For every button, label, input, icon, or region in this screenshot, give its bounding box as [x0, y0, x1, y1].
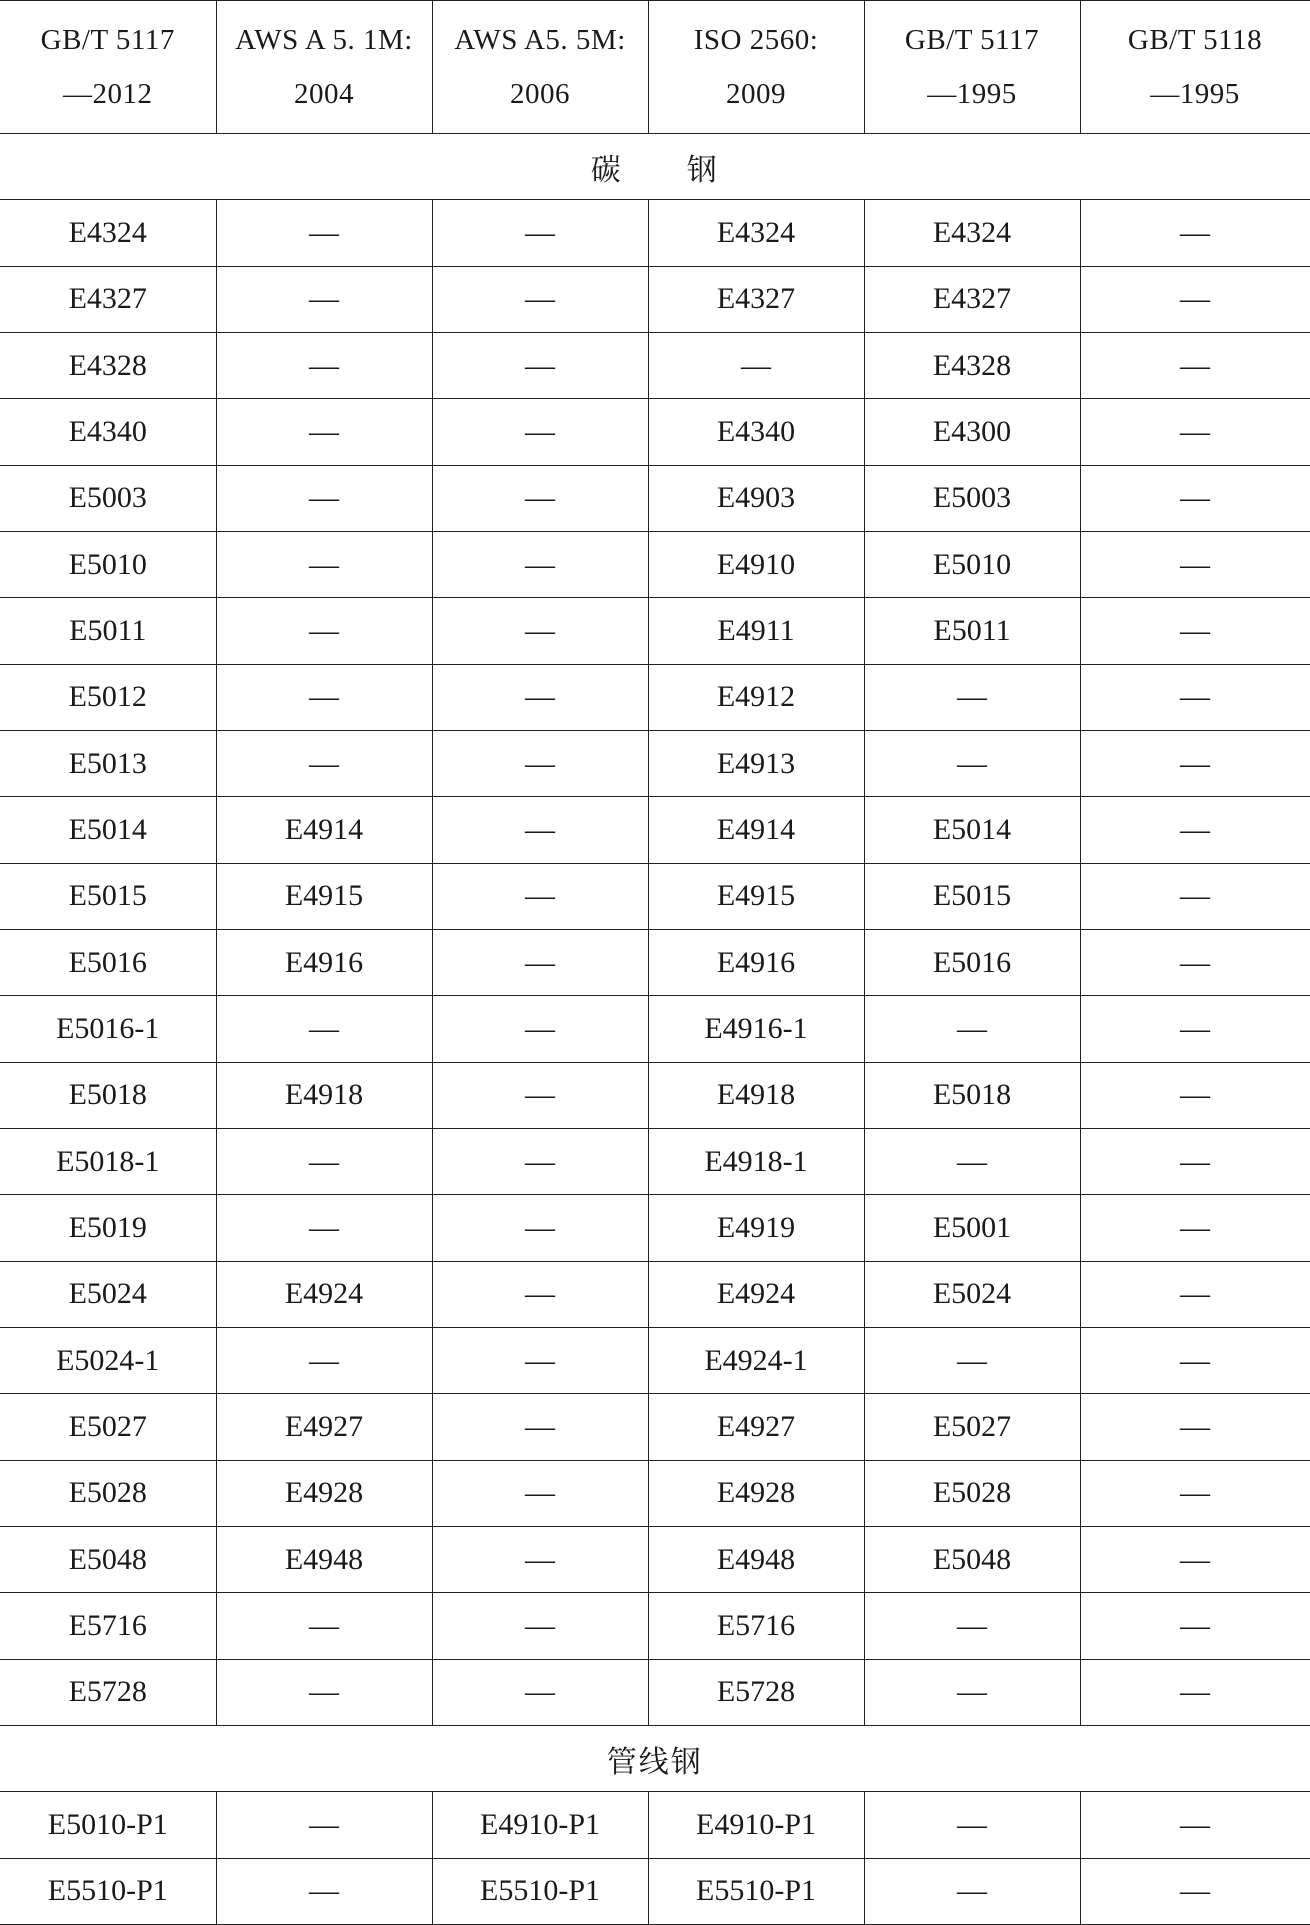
- table-cell: —: [864, 1593, 1080, 1659]
- table-cell: E5048: [864, 1526, 1080, 1592]
- table-cell: E5024-1: [0, 1327, 216, 1393]
- table-cell: —: [1080, 1526, 1310, 1592]
- table-row: [0, 797, 1310, 863]
- column-header-line: GB/T 5117: [40, 24, 175, 56]
- table-cell: —: [864, 1792, 1080, 1858]
- table-cell: E4300: [864, 399, 1080, 465]
- table-cell: E5014: [0, 797, 216, 863]
- table-cell: E4327: [648, 266, 864, 332]
- table-cell: E4918: [216, 1062, 432, 1128]
- table-cell: E4918-1: [648, 1128, 864, 1194]
- table-cell: E4919: [648, 1195, 864, 1261]
- table-cell: E4327: [864, 266, 1080, 332]
- table-row: [0, 1128, 1310, 1194]
- table-cell: E4910-P1: [648, 1792, 864, 1858]
- section-row: [0, 134, 1310, 200]
- table-cell: E5027: [864, 1394, 1080, 1460]
- column-header: [0, 1, 216, 134]
- table-row: [0, 266, 1310, 332]
- table-cell: —: [432, 863, 648, 929]
- table-cell: —: [1080, 399, 1310, 465]
- table-cell: —: [1080, 1460, 1310, 1526]
- table-cell: E5011: [0, 598, 216, 664]
- table-cell: E5027: [0, 1394, 216, 1460]
- table-cell: E4340: [648, 399, 864, 465]
- table-row: [0, 730, 1310, 796]
- table-cell: —: [1080, 1792, 1310, 1858]
- table-cell: —: [432, 200, 648, 266]
- column-header-line: GB/T 5118: [1127, 24, 1263, 56]
- table-cell: —: [1080, 465, 1310, 531]
- table-cell: —: [432, 399, 648, 465]
- table-cell: —: [1080, 1327, 1310, 1393]
- table-cell: —: [216, 399, 432, 465]
- table-cell: E5728: [648, 1659, 864, 1725]
- table-cell: E4910-P1: [432, 1792, 648, 1858]
- table-cell: E5510-P1: [432, 1858, 648, 1924]
- table-cell: E4340: [0, 399, 216, 465]
- table-cell: —: [1080, 1659, 1310, 1725]
- table-cell: —: [1080, 531, 1310, 597]
- column-header-line: AWS A 5. 1M:: [235, 24, 413, 56]
- table-cell: —: [1080, 200, 1310, 266]
- table-cell: E5003: [0, 465, 216, 531]
- table-row: [0, 1327, 1310, 1393]
- table-cell: —: [1080, 1394, 1310, 1460]
- table-cell: E5018: [864, 1062, 1080, 1128]
- table-cell: —: [1080, 1128, 1310, 1194]
- column-header-line: —2012: [63, 78, 153, 110]
- table-cell: E5013: [0, 730, 216, 796]
- table-cell: —: [864, 664, 1080, 730]
- table-cell: —: [432, 730, 648, 796]
- table-row: [0, 929, 1310, 995]
- table-cell: E5019: [0, 1195, 216, 1261]
- table-cell: E4924: [216, 1261, 432, 1327]
- column-header-line: 2004: [294, 78, 354, 110]
- table-cell: —: [216, 1792, 432, 1858]
- table-cell: E4328: [864, 332, 1080, 398]
- table-cell: E4324: [864, 200, 1080, 266]
- table-cell: E5012: [0, 664, 216, 730]
- table-cell: E4928: [216, 1460, 432, 1526]
- table-cell: —: [216, 730, 432, 796]
- table-cell: —: [1080, 266, 1310, 332]
- section-title: 管线钢: [0, 1725, 1310, 1791]
- table-cell: —: [216, 1858, 432, 1924]
- column-header-line: AWS A5. 5M:: [454, 24, 626, 56]
- column-header-line: ISO 2560:: [693, 24, 819, 56]
- table-cell: E4924-1: [648, 1327, 864, 1393]
- table-cell: —: [216, 200, 432, 266]
- column-header-line: —1995: [927, 78, 1017, 110]
- table-cell: —: [432, 664, 648, 730]
- table-cell: —: [1080, 1195, 1310, 1261]
- table-cell: —: [432, 1062, 648, 1128]
- table-cell: E4911: [648, 598, 864, 664]
- table-cell: —: [432, 465, 648, 531]
- table-cell: —: [1080, 1062, 1310, 1128]
- table-cell: E4928: [648, 1460, 864, 1526]
- table-cell: E4914: [648, 797, 864, 863]
- section-row: [0, 1725, 1310, 1791]
- table-row: [0, 531, 1310, 597]
- table-cell: E4327: [0, 266, 216, 332]
- table-cell: E4903: [648, 465, 864, 531]
- table-header: [0, 1, 1310, 134]
- column-header: [432, 1, 648, 134]
- table-cell: E4916: [216, 929, 432, 995]
- table-cell: E4913: [648, 730, 864, 796]
- table-row: [0, 996, 1310, 1062]
- table-row: [0, 1394, 1310, 1460]
- table-cell: —: [864, 730, 1080, 796]
- table-row: [0, 1261, 1310, 1327]
- table-cell: E4948: [216, 1526, 432, 1592]
- header-row: [0, 1, 1310, 134]
- table-cell: —: [216, 1195, 432, 1261]
- table-cell: —: [1080, 664, 1310, 730]
- table-cell: —: [432, 1327, 648, 1393]
- table-cell: —: [216, 664, 432, 730]
- table-cell: —: [216, 598, 432, 664]
- table-cell: —: [432, 332, 648, 398]
- table-cell: —: [216, 332, 432, 398]
- column-header: [648, 1, 864, 134]
- table-row: [0, 1659, 1310, 1725]
- table-cell: —: [432, 1394, 648, 1460]
- table-cell: E4918: [648, 1062, 864, 1128]
- table-row: [0, 1195, 1310, 1261]
- table-cell: —: [864, 1327, 1080, 1393]
- table-cell: E5716: [0, 1593, 216, 1659]
- column-header: [864, 1, 1080, 134]
- table-cell: —: [432, 531, 648, 597]
- table-cell: —: [648, 332, 864, 398]
- table-cell: —: [216, 1327, 432, 1393]
- column-header: [1080, 1, 1310, 134]
- table-cell: —: [864, 1128, 1080, 1194]
- table-row: [0, 863, 1310, 929]
- table-cell: E5001: [864, 1195, 1080, 1261]
- table-row: [0, 664, 1310, 730]
- table-cell: E5028: [0, 1460, 216, 1526]
- table-cell: —: [432, 1659, 648, 1725]
- column-header-line: GB/T 5117: [904, 24, 1040, 56]
- table-cell: E5010: [864, 531, 1080, 597]
- table-cell: —: [1080, 1261, 1310, 1327]
- table-cell: E5024: [864, 1261, 1080, 1327]
- column-header-line: —1995: [1150, 78, 1240, 110]
- table-row: [0, 332, 1310, 398]
- column-header: [216, 1, 432, 134]
- column-header-line: 2006: [510, 78, 570, 110]
- table-cell: —: [216, 465, 432, 531]
- table-cell: E5728: [0, 1659, 216, 1725]
- table-cell: E4324: [0, 200, 216, 266]
- table-cell: —: [432, 1195, 648, 1261]
- table-cell: E4916: [648, 929, 864, 995]
- table-cell: E5716: [648, 1593, 864, 1659]
- table-cell: E5010: [0, 531, 216, 597]
- table-cell: —: [1080, 1858, 1310, 1924]
- table-cell: E4910: [648, 531, 864, 597]
- table-cell: —: [1080, 1593, 1310, 1659]
- table-row: [0, 1593, 1310, 1659]
- table-row: [0, 1526, 1310, 1592]
- table-cell: —: [216, 996, 432, 1062]
- table-cell: E5018-1: [0, 1128, 216, 1194]
- table-cell: E5011: [864, 598, 1080, 664]
- table-row: [0, 1792, 1310, 1858]
- table-cell: —: [216, 266, 432, 332]
- table-cell: —: [864, 1858, 1080, 1924]
- table-cell: —: [216, 1659, 432, 1725]
- table-cell: —: [1080, 863, 1310, 929]
- table-cell: E4927: [216, 1394, 432, 1460]
- table-cell: —: [1080, 996, 1310, 1062]
- table-row: [0, 465, 1310, 531]
- table-cell: E5024: [0, 1261, 216, 1327]
- table-body: [0, 134, 1310, 1925]
- table-row: [0, 1062, 1310, 1128]
- table-cell: —: [432, 266, 648, 332]
- table-cell: E5010-P1: [0, 1792, 216, 1858]
- table-cell: E5510-P1: [0, 1858, 216, 1924]
- table-cell: E5028: [864, 1460, 1080, 1526]
- table-cell: E5016-1: [0, 996, 216, 1062]
- table-cell: E5015: [864, 863, 1080, 929]
- table-cell: E5510-P1: [648, 1858, 864, 1924]
- table-cell: E5048: [0, 1526, 216, 1592]
- table-row: [0, 1858, 1310, 1924]
- column-header-line: 2009: [726, 78, 786, 110]
- table-cell: E5003: [864, 465, 1080, 531]
- table-row: [0, 598, 1310, 664]
- table-cell: —: [216, 1128, 432, 1194]
- table-cell: E4916-1: [648, 996, 864, 1062]
- table-cell: E4915: [648, 863, 864, 929]
- table-cell: —: [432, 1261, 648, 1327]
- table-cell: E4912: [648, 664, 864, 730]
- table-cell: —: [216, 1593, 432, 1659]
- table-row: [0, 1460, 1310, 1526]
- table-cell: —: [1080, 797, 1310, 863]
- table-cell: —: [432, 1460, 648, 1526]
- table-cell: —: [1080, 730, 1310, 796]
- table-cell: E4948: [648, 1526, 864, 1592]
- table-cell: —: [864, 1659, 1080, 1725]
- table-cell: —: [432, 996, 648, 1062]
- table-cell: E5015: [0, 863, 216, 929]
- table-cell: —: [432, 1526, 648, 1592]
- table-cell: —: [1080, 598, 1310, 664]
- table-cell: E4927: [648, 1394, 864, 1460]
- table-cell: —: [432, 598, 648, 664]
- table-cell: —: [864, 996, 1080, 1062]
- table-row: [0, 399, 1310, 465]
- table-cell: E5014: [864, 797, 1080, 863]
- table-cell: —: [432, 929, 648, 995]
- table-cell: —: [432, 797, 648, 863]
- table-cell: E4924: [648, 1261, 864, 1327]
- table-cell: —: [432, 1128, 648, 1194]
- table-cell: E5018: [0, 1062, 216, 1128]
- table-cell: E4914: [216, 797, 432, 863]
- table-cell: E5016: [864, 929, 1080, 995]
- table-cell: E5016: [0, 929, 216, 995]
- table-cell: E4915: [216, 863, 432, 929]
- table-cell: —: [216, 531, 432, 597]
- table-cell: E4324: [648, 200, 864, 266]
- table-cell: —: [432, 1593, 648, 1659]
- table-cell: —: [1080, 332, 1310, 398]
- table-row: [0, 200, 1310, 266]
- table-cell: —: [1080, 929, 1310, 995]
- table-cell: E4328: [0, 332, 216, 398]
- section-title: 碳 钢: [0, 134, 1310, 200]
